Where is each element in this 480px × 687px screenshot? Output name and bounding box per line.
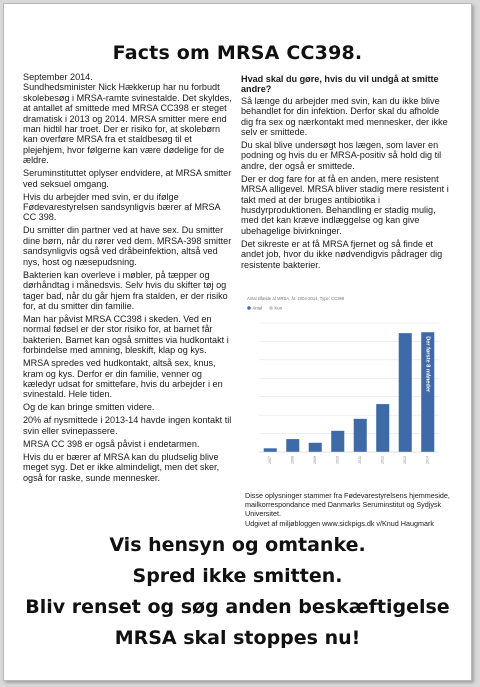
section-heading: Hvad skal du gøre, hvis du vil undgå at smitte andre? bbox=[241, 74, 439, 95]
paragraph: September 2014. Sundhedsminister Nick Hækkerup har nu forbudt skolebesøg i MRSA-ramte svinestalde. Det skyldes, at antallet af smittede med MRSA CC398 er steget dramatisk i 2013 og 2014. MRSA smitter mere end man hidtil har troet. Der er risiko for, at skolebørn kan overføre MRSA fra et staldbesøg til et plejehjem, hvor følgerne kan være dødelige for de ældre. bbox=[23, 72, 232, 166]
paragraph: Bakterien kan overleve i møbler, på tæpper og dørhåndtag i månedsvis. Selv hvis du skifter tøj og tager bad, når du går hjem fra stalden, er der risiko for, at du smitter din familie. bbox=[23, 269, 228, 311]
chart-bar bbox=[309, 443, 322, 452]
source-text: Disse oplysninger stammer fra Fødevarestyrelsens hjemmeside, mailkorrespondance med Danmarks Seruminstitut og Sydjysk Universitet. bbox=[245, 491, 450, 518]
paragraph: Du smitter din partner ved at have sex. Du smitter dine børn, når du rører ved dem. MRSA-398 smitter sandsynligvis også ved dråbeinfektion, altså ved nys, host og næsepudsning. bbox=[23, 225, 232, 267]
chart-svg bbox=[245, 293, 445, 476]
paragraph: Hvis du er bærer af MRSA kan du pludselig blive meget syg. Det er ikke almindeligt, men det sker, også for raske, sunde mennesker. bbox=[23, 451, 220, 483]
paragraph: MRSA spredes ved hudkontakt, altså sex, knus, kram og kys. Derfor er din familie, venner og kæledyr udsat for smittefare, hvis du arbejder i en svinestald. Hele tiden. bbox=[23, 358, 223, 400]
leaflet-page bbox=[3, 3, 472, 681]
slogan-line: Bliv renset og søg anden beskæftigelse bbox=[25, 596, 450, 618]
paragraph: Og de kan bringe smitten videre. bbox=[23, 402, 155, 413]
legend-label: Kun bbox=[274, 305, 282, 311]
paragraph: Man har påvist MRSA CC398 i skeden. Ved en normal fødsel er der stor risiko for, at barnet får bakterien. Barnet kan også smittes via hudkontakt i forbindelse med amning, bleskift, klap og kys. bbox=[23, 313, 229, 356]
bar-annotation: Der første 8 måneder bbox=[424, 336, 431, 393]
x-tick-label: 2009 bbox=[313, 456, 318, 464]
publisher-text: Udgivet af miljøbloggen www.sickpigs.dk v/Knud Haugmark bbox=[245, 519, 434, 529]
x-tick-label: 2011 bbox=[358, 456, 363, 464]
chart-bar bbox=[399, 333, 412, 452]
source-note bbox=[245, 492, 460, 531]
paragraph: 20% af nysmittede i 2013-14 havde ingen kontakt til svin eller svinepassere. bbox=[23, 415, 232, 436]
legend-marker bbox=[269, 306, 273, 310]
legend-label: Antal bbox=[252, 305, 263, 311]
footer-slogans bbox=[4, 530, 471, 654]
page-title: Facts om MRSA CC398. bbox=[112, 42, 363, 64]
x-tick-label: 2013 bbox=[403, 456, 408, 464]
slogan-line: Vis hensyn og omtanke. bbox=[109, 534, 366, 556]
paragraph: MRSA CC 398 er også påvist i endetarmen. bbox=[23, 438, 200, 449]
x-tick-label: 2012 bbox=[380, 456, 385, 464]
chart-bar bbox=[264, 448, 277, 452]
slogan-line: MRSA skal stoppes nu! bbox=[114, 627, 361, 649]
paragraph: Hvis du arbejder med svin, er du ifølge Fødevarestyrelsen sandsynligvis bærer af MRSA CC 398. bbox=[23, 191, 221, 223]
paragraph: Der er dog fare for at få en anden, mere resistent MRSA alligevel. MRSA bliver stadig mere resistent i takt med at der bruges antibiotika i husdyrproduktionen. Behandling er stadig mulig, med det kan kræve indlæggelse og kan give ubehagelige bivirkninger. bbox=[241, 173, 449, 236]
paragraph: Du skal blive undersøgt hos lægen, som laver en podning og hvis du er MRSA-positiv så hold dig til andre, der også er smittede. bbox=[241, 140, 442, 171]
x-tick-label: 2007 bbox=[268, 456, 273, 464]
chart-bar bbox=[354, 419, 367, 452]
mrsa-cases-chart bbox=[245, 293, 445, 476]
legend-marker bbox=[247, 306, 251, 310]
paragraph: Seruminstituttet oplyser endvidere, at MRSA smitter ved seksuel omgang. bbox=[23, 168, 232, 189]
x-tick-label: 2010 bbox=[335, 456, 340, 464]
chart-bar bbox=[286, 439, 299, 452]
paragraph: Så længe du arbejder med svin, kan du ikke blive behandlet for din infektion. Derfor skal du afholde dig fra sex og nærkontakt med mennesker, der ikke selv er smittede. bbox=[241, 95, 448, 138]
left-column bbox=[23, 72, 233, 486]
chart-bar bbox=[376, 404, 389, 452]
x-tick-label: 2014 bbox=[425, 456, 430, 464]
chart-title: Antal tilfælde af MRSA, år: 2004-2014, Type: CC398 bbox=[247, 296, 345, 301]
slogan-line: Spred ikke smitten. bbox=[132, 565, 343, 587]
paragraph: Det sikreste er at få MRSA fjernet og så finde et andet job, hvor du ikke nødvendigvis pådrager dig resistente bakterier. bbox=[241, 238, 443, 270]
right-column bbox=[241, 74, 451, 273]
chart-bar bbox=[331, 431, 344, 452]
x-tick-label: 2008 bbox=[290, 456, 295, 464]
